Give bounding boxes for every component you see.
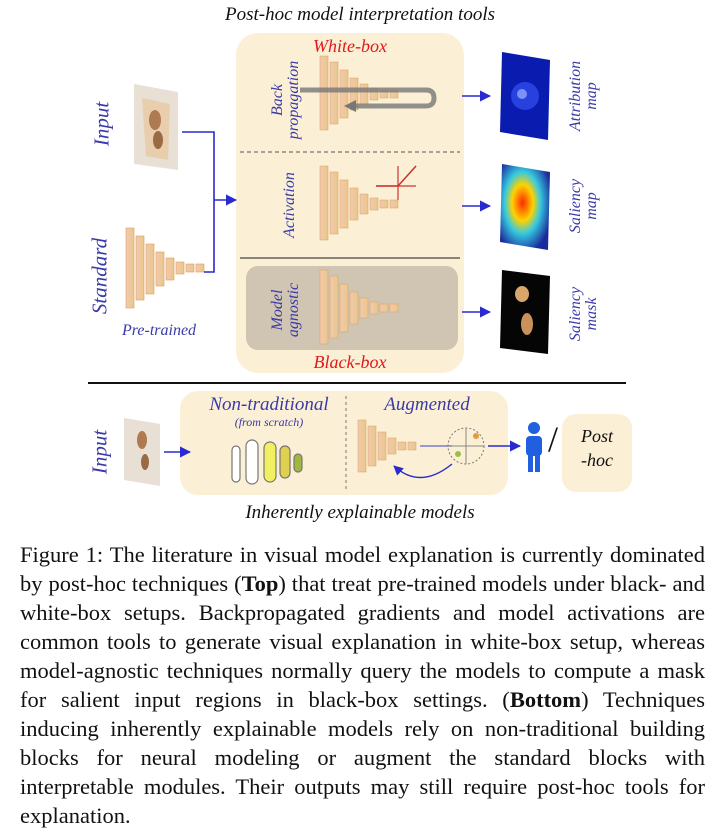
method-label-activation (282, 172, 298, 238)
output-line: Saliency (567, 178, 584, 234)
output-line: Saliency (567, 286, 584, 342)
output-line: mask (583, 297, 600, 331)
input-connector (182, 132, 214, 272)
method-line: agnostic (285, 282, 302, 338)
method-line: Activation (281, 172, 298, 238)
output-line: Attribution (567, 60, 584, 132)
top-title: Post-hoc model interpretation tools (224, 4, 496, 25)
bottom-input-image (124, 418, 160, 486)
standard-label: Standard (87, 237, 112, 315)
posthoc-label (564, 424, 630, 472)
bottom-title: Inherently explainable models (245, 502, 475, 523)
posthoc-line: Post (580, 426, 613, 446)
output-line: map (583, 82, 600, 110)
bottom-input-label: Input (87, 429, 112, 475)
method-line: propagation (285, 60, 302, 140)
nontraditional-label: Non-traditional (209, 394, 329, 415)
caption-top-word: Top (241, 571, 279, 596)
saliency-mask-image (500, 270, 550, 354)
top-input-image (134, 84, 178, 170)
output-label-saliency-mask (568, 287, 600, 341)
output-line: map (583, 192, 600, 220)
caption-bottom-word: Bottom (509, 687, 582, 712)
augmented-label: Augmented (384, 394, 470, 415)
caption-label: Figure 1: (20, 542, 104, 567)
attribution-map-image (500, 52, 550, 140)
figure-caption (20, 540, 705, 830)
method-line: Model (269, 289, 286, 331)
caption-part-2: ) that treat pre-trained models under black- and white-box setups. Backpropagated gradients and model activations are common tools to generate visual explanation in white-box setup, whereas model-agnostic techniques normally query the models to compute a mask for salient input regions in black-box settings. ( (20, 571, 705, 712)
whitebox-label: White-box (313, 36, 387, 56)
slash-separator: / (548, 419, 559, 459)
method-label-model-agnostic (270, 283, 302, 337)
caption-part-3: ) Techniques inducing inherently explainable models rely on non-traditional building blocks for neural modeling or augment the standard blocks with interpretable modules. Their outputs may still require post-hoc tools for explanation. (20, 687, 706, 828)
saliency-map-image (500, 164, 550, 250)
pretrained-label: Pre-trained (122, 322, 197, 339)
output-label-saliency-map (568, 179, 600, 233)
method-line: Back (269, 84, 286, 116)
blackbox-label: Black-box (313, 352, 387, 372)
caption-part-1: The literature in visual model explanation is currently dominated by post-hoc techniques ( (20, 542, 706, 596)
top-input-label: Input (89, 101, 114, 147)
from-scratch-label: (from scratch) (234, 415, 304, 429)
posthoc-line: -hoc (581, 450, 613, 470)
output-label-attribution (568, 61, 600, 131)
person-icon (526, 422, 542, 472)
method-label-backprop (270, 61, 302, 140)
standard-network (126, 228, 204, 308)
